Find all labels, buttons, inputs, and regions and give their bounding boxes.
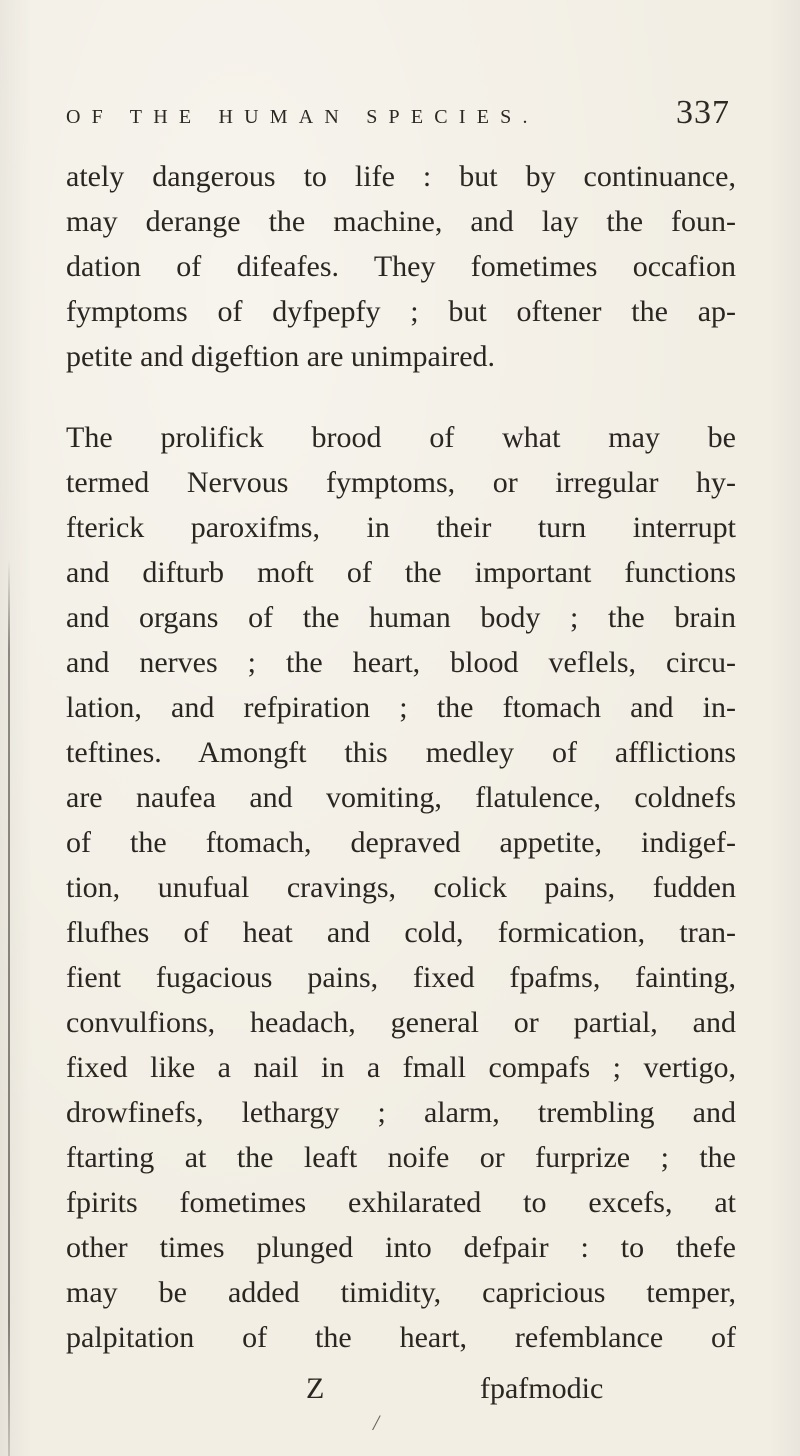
paragraph-2 [66,415,736,1360]
text-line: ately dangerous to life : but by continuance, [66,160,736,193]
catchword: fpafmodic [480,1372,604,1405]
text-line: fient fugacious pains, fixed fpafms, fainting, [66,961,736,994]
text-line: are naufea and vomiting, flatulence, coldnefs [66,781,736,814]
text-line: teftines. Amongft this medley of afflictions [66,736,736,769]
text-line: dation of difeafes. They fometimes occafion [66,250,736,283]
text-line: fterick paroxifms, in their turn interrupt [66,511,736,544]
text-line: of the ftomach, depraved appetite, indigef- [66,826,736,859]
running-head-title: OF THE HUMAN SPECIES. [66,106,539,128]
text-line: convulfions, headach, general or partial, and [66,1006,736,1039]
text-line: ftarting at the leaft noife or furprize ; the [66,1141,736,1174]
text-line: The prolifick brood of what may be [66,421,736,454]
body-text [66,154,736,1360]
text-line: termed Nervous fymptoms, or irregular hy- [66,466,736,499]
running-head [66,84,736,134]
text-line: flufhes of heat and cold, formication, tran- [66,916,736,949]
signature-mark: Z [306,1372,325,1405]
text-line: fymptoms of dyfpepfy ; but oftener the ap- [66,295,736,328]
text-line: may derange the machine, and lay the foun- [66,205,736,238]
text-line: and organs of the human body ; the brain [66,601,736,634]
text-line: petite and digeftion are unimpaired. [66,340,496,373]
text-line: lation, and refpiration ; the ftomach and in- [66,691,736,724]
footer-line [66,1366,736,1411]
text-line: fpirits fometimes exhilarated to excefs, at [66,1186,736,1219]
paragraph-1 [66,154,736,379]
text-line: drowfinefs, lethargy ; alarm, trembling and [66,1096,736,1129]
stray-mark: / [373,1410,380,1435]
page-number: 337 [676,94,730,131]
text-line: fixed like a nail in a fmall compafs ; vertigo, [66,1051,736,1084]
text-line: and nerves ; the heart, blood veflels, circu- [66,646,736,679]
text-line: other times plunged into defpair : to thefe [66,1231,736,1264]
text-line: may be added timidity, capricious temper, [66,1276,736,1309]
text-line: tion, unufual cravings, colick pains, fudden [66,871,736,904]
page-edge-shadow [8,560,10,1456]
text-line: and difturb moft of the important functions [66,556,736,589]
text-line: palpitation of the heart, refemblance of [66,1321,736,1354]
